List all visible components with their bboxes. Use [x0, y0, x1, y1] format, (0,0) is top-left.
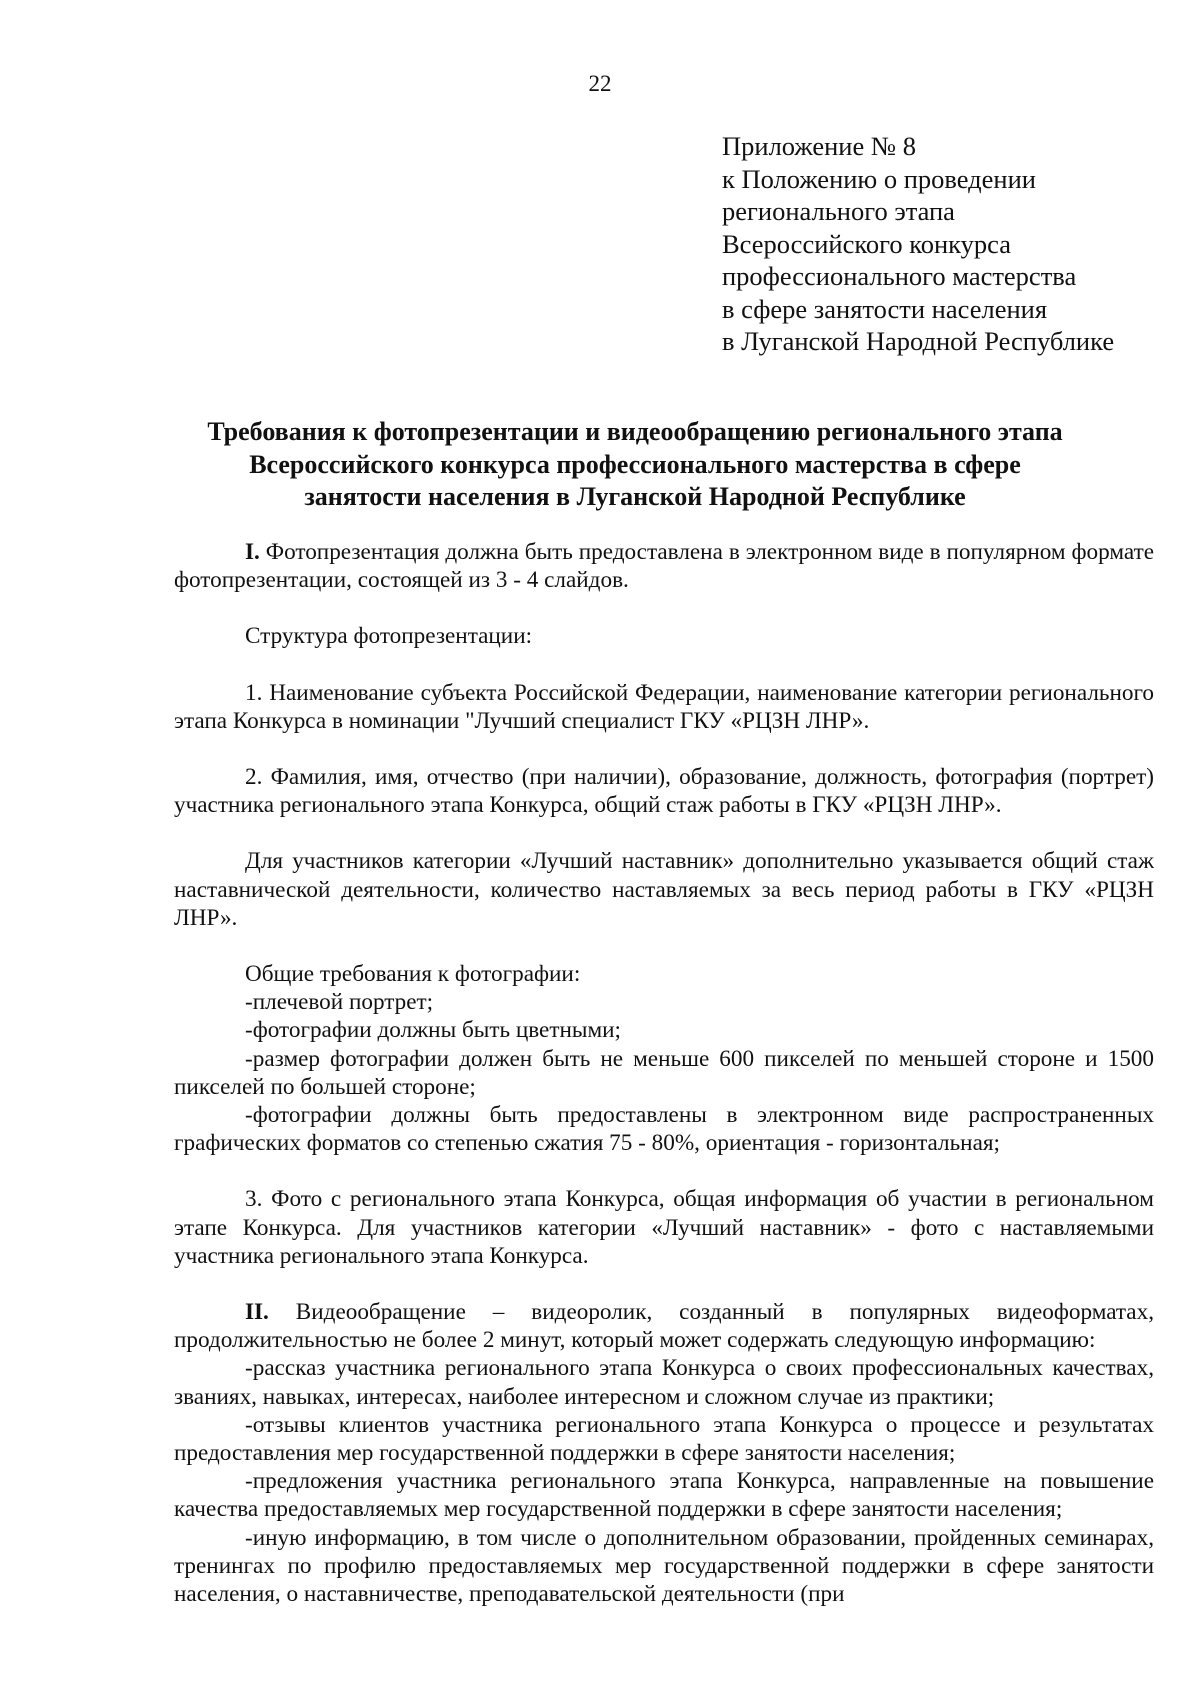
section-1-text: Фотопрезентация должна быть предоставлена в электронном виде в популярном формате фотопрезентации, состоящей из 3 - 4 слайдов. — [174, 539, 1155, 594]
photo-requirements-heading: Общие требования к фотографии: — [245, 961, 581, 988]
structure-heading: Структура фотопрезентации: — [245, 623, 533, 650]
appendix-line: Всероссийского конкурса — [722, 228, 1012, 259]
appendix-line: регионального этапа — [722, 196, 955, 226]
appendix-line: профессионального мастерства — [722, 261, 1077, 291]
video-item: -рассказ участника регионального этапа Конкурса о своих профессиональных качествах, званиях, навыках, интересах, наиболее интересном и сложном случае из практики; — [174, 1355, 1154, 1410]
section-2-text: Видеообращение – видеоролик, созданный в популярных видеоформатах, продолжительностью не более 2 минут, который может содержать следующую информацию: — [174, 1299, 1154, 1354]
section-2-marker: II. — [245, 1299, 269, 1326]
photo-requirement-item: -фотографии должны быть предоставлены в электронном виде распространенных графических форматов со степенью сжатия 75 - 80%, ориентация - горизонтальная; — [174, 1102, 1154, 1157]
photo-requirement-item: -фотографии должны быть цветными; — [245, 1017, 621, 1044]
document-title — [150, 416, 1120, 514]
appendix-line: в сфере занятости населения — [722, 293, 1048, 324]
mentor-note: Для участников категории «Лучший наставник» дополнительно указывается общий стаж наставнической деятельности, количество наставляемых за весь период работы в ГКУ «РЦЗН ЛНР». — [174, 848, 1154, 931]
appendix-line: Приложение № 8 — [722, 131, 917, 161]
appendix-line: к Положению о проведении — [722, 163, 1036, 194]
section-1-marker: I. — [245, 539, 260, 565]
video-item: -отзывы клиентов участника регионального этапа Конкурса о процессе и результатах предоставления мер государственной поддержки в сфере занятости населения; — [174, 1411, 1154, 1467]
video-item: -предложения участника регионального этапа Конкурса, направленные на повышение качества предоставляемых мер государственной поддержки в сфере занятости населения; — [174, 1468, 1154, 1523]
appendix-line: в Луганской Народной Республике — [722, 326, 1115, 356]
page-number: 22 — [588, 71, 612, 96]
appendix-header — [722, 130, 1114, 358]
title-line: Требования к фотопрезентации и видеообращению регионального этапа — [207, 417, 1063, 446]
structure-item-1: 1. Наименование субъекта Российской Федерации, наименование категории регионального этапа Конкурса в номинации "Лучший специалист ГКУ «РЦЗН ЛНР». — [174, 679, 1154, 734]
section-2-paragraph — [174, 1298, 1154, 1354]
video-item: -иную информацию, в том числе о дополнительном образовании, пройденных семинарах, тренингах по профилю предоставляемых мер государственной поддержки в сфере занятости населения, о наставничестве, преподавательской деятельности (при — [174, 1524, 1154, 1608]
structure-item-2: 2. Фамилия, имя, отчество (при наличии), образование, должность, фотография (портрет) участника регионального этапа Конкурса, общий стаж работы в ГКУ «РЦЗН ЛНР». — [174, 764, 1154, 819]
document-body — [174, 538, 1154, 1608]
structure-item-3: 3. Фото с регионального этапа Конкурса, общая информация об участии в региональном этапе Конкурса. Для участников категории «Лучший наставник» - фото с наставляемыми участника регионального этапа Конкурса. — [174, 1186, 1154, 1269]
title-line: Всероссийского конкурса профессионального мастерства в сфере — [249, 449, 1021, 479]
photo-requirement-item: -плечевой портрет; — [245, 989, 434, 1016]
title-line: занятости населения в Луганской Народной Республике — [304, 482, 966, 511]
photo-requirement-item: -размер фотографии должен быть не меньше 600 пикселей по меньшей стороне и 1500 пикселей по большей стороне; — [174, 1045, 1154, 1100]
section-1-paragraph — [174, 538, 1154, 594]
